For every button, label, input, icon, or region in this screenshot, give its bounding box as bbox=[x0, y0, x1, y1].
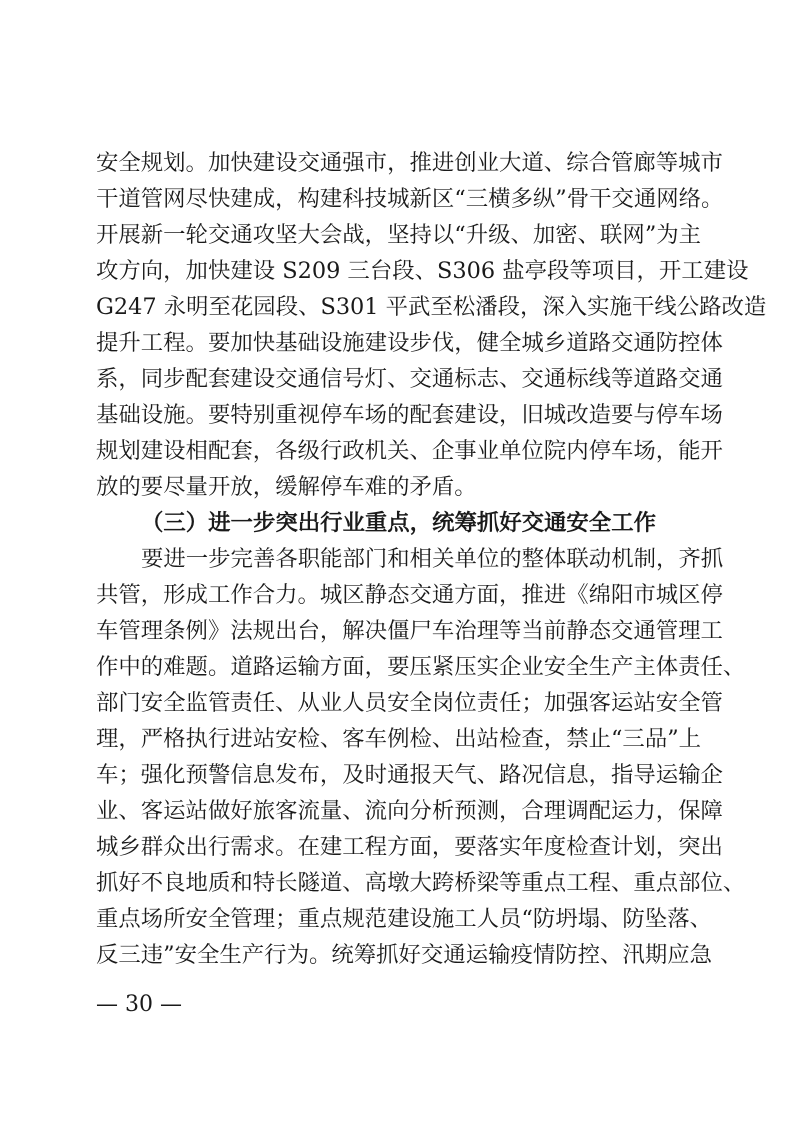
body-text-line: 重点场所安全管理；重点规范建设施工人员“防坍塌、防坠落、 bbox=[96, 906, 712, 932]
body-text-line: 要进一步完善各职能部门和相关单位的整体联动机制，齐抓 bbox=[141, 546, 724, 572]
body-text-line: 系，同步配套建设交通信号灯、交通标志、交通标线等道路交通 bbox=[96, 366, 723, 392]
body-text-line: 城乡群众出行需求。在建工程方面，要落实年度检查计划，突出 bbox=[96, 834, 723, 860]
body-text-line: 车；强化预警信息发布，及时通报天气、路况信息，指导运输企 bbox=[96, 762, 723, 788]
body-text-line: 放的要尽量开放，缓解停车难的矛盾。 bbox=[96, 474, 477, 500]
body-text-line: 开展新一轮交通攻坚大会战，坚持以“升级、加密、联网”为主 bbox=[96, 222, 702, 248]
body-text-line: 部门安全监管责任、从业人员安全岗位责任；加强客运站安全管 bbox=[96, 690, 723, 716]
body-text-line: 共管，形成工作合力。城区静态交通方面，推进《绵阳市城区停 bbox=[96, 582, 723, 608]
body-text-line: 抓好不良地质和特长隧道、高墩大跨桥梁等重点工程、重点部位、 bbox=[96, 870, 746, 896]
body-text-line: 车管理条例》法规出台，解决僵尸车治理等当前静态交通管理工 bbox=[96, 618, 723, 644]
page-number: — 30 — bbox=[96, 992, 182, 1017]
body-text-line: 提升工程。要加快基础设施建设步伐，健全城乡道路交通防控体 bbox=[96, 330, 723, 356]
body-text-line: 反三违”安全生产行为。统筹抓好交通运输疫情防控、汛期应急 bbox=[96, 942, 712, 968]
section-heading: （三）进一步突出行业重点，统筹抓好交通安全工作 bbox=[141, 510, 656, 536]
body-text-line: 规划建设相配套，各级行政机关、企事业单位院内停车场，能开 bbox=[96, 438, 723, 464]
body-text-line: 业、客运站做好旅客流量、流向分析预测，合理调配运力，保障 bbox=[96, 798, 723, 824]
body-text-line: 干道管网尽快建成，构建科技城新区“三横多纵”骨干交通网络。 bbox=[96, 186, 724, 212]
body-text-line: G247 永明至花园段、S301 平武至松潘段，深入实施干线公路改造 bbox=[96, 294, 767, 320]
body-text-line: 作中的难题。道路运输方面，要压紧压实企业安全生产主体责任、 bbox=[96, 654, 746, 680]
body-text-line: 基础设施。要特别重视停车场的配套建设，旧城改造要与停车场 bbox=[96, 402, 723, 428]
body-text-line: 理，严格执行进站安检、客车例检、出站检查，禁止“三品”上 bbox=[96, 726, 702, 752]
body-text-line: 安全规划。加快建设交通强市，推进创业大道、综合管廊等城市 bbox=[96, 150, 723, 176]
body-text-line: 攻方向，加快建设 S209 三台段、S306 盐亭段等项目，开工建设 bbox=[96, 258, 749, 284]
